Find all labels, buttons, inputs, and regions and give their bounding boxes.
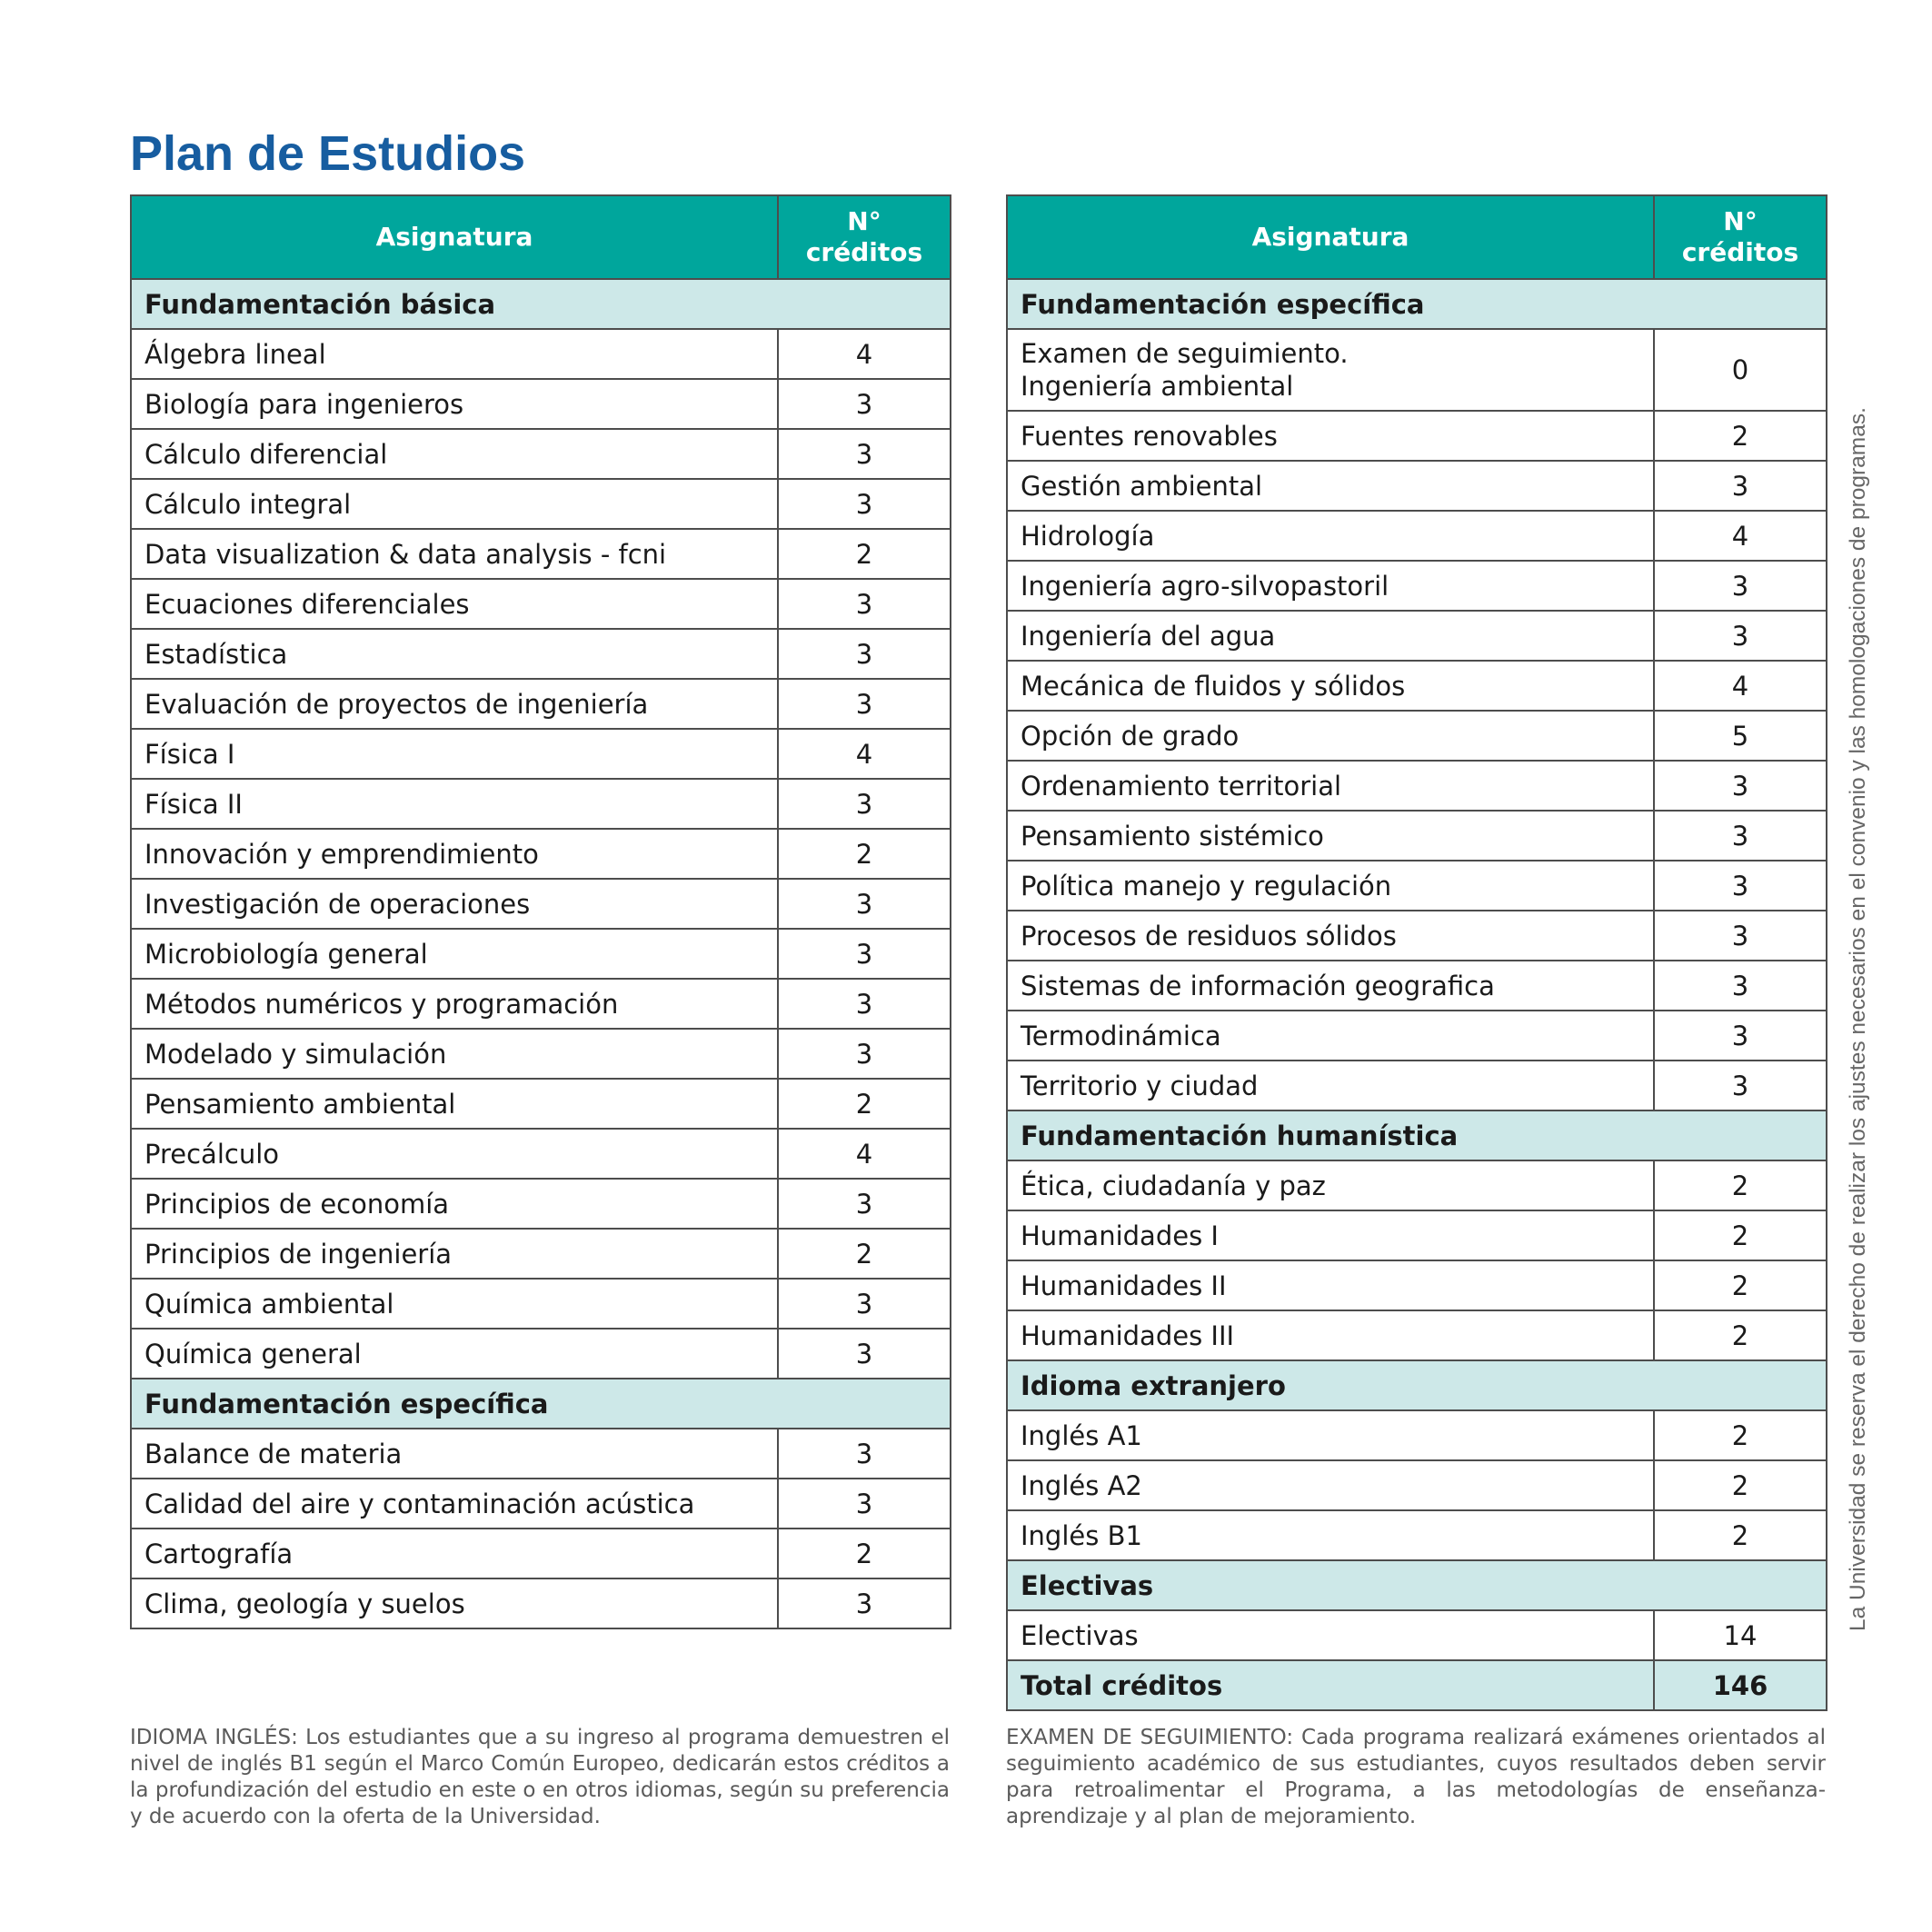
table-row [131, 679, 951, 729]
section-title: Fundamentación específica [131, 1379, 951, 1429]
section-title: Fundamentación específica [1007, 279, 1827, 329]
table-row [131, 479, 951, 529]
credits-value: 3 [778, 429, 951, 479]
credits-value: 3 [778, 979, 951, 1029]
credits-value: 3 [1654, 961, 1827, 1011]
subject-name: Química general [131, 1329, 778, 1379]
table-row [1007, 1410, 1827, 1460]
table-row [1007, 711, 1827, 761]
table-row [1007, 861, 1827, 911]
credits-value: 2 [1654, 1510, 1827, 1560]
table-row [1007, 1310, 1827, 1360]
subject-name: Humanidades II [1007, 1260, 1654, 1310]
subject-name [1007, 329, 1654, 411]
credits-value: 3 [778, 379, 951, 429]
credits-value: 14 [1654, 1610, 1827, 1660]
table-row [1007, 1610, 1827, 1660]
subject-column-header: Asignatura [1007, 195, 1654, 279]
subject-name: Clima, geología y suelos [131, 1578, 778, 1628]
subject-name-line2: Ingeniería ambiental [1021, 371, 1294, 402]
credits-value: 3 [778, 629, 951, 679]
section-row [1007, 1110, 1827, 1160]
section-title: Fundamentación humanística [1007, 1110, 1827, 1160]
subject-name: Mecánica de fluidos y sólidos [1007, 661, 1654, 711]
credits-value: 3 [778, 1479, 951, 1529]
subject-name: Química ambiental [131, 1279, 778, 1329]
subject-name: Innovación y emprendimiento [131, 829, 778, 879]
table-row [131, 1179, 951, 1229]
subject-name: Ordenamiento territorial [1007, 761, 1654, 811]
subject-name: Métodos numéricos y programación [131, 979, 778, 1029]
table-row [1007, 1061, 1827, 1110]
subject-name: Física I [131, 729, 778, 779]
table-row [1007, 1460, 1827, 1510]
credits-value: 2 [778, 1079, 951, 1129]
subject-name: Data visualization & data analysis - fcni [131, 529, 778, 579]
subject-name: Cálculo diferencial [131, 429, 778, 479]
subject-name: Hidrología [1007, 511, 1654, 561]
credits-value: 2 [1654, 1410, 1827, 1460]
table-row [1007, 761, 1827, 811]
subject-name: Fuentes renovables [1007, 411, 1654, 461]
credits-value: 3 [1654, 861, 1827, 911]
table-row [131, 1329, 951, 1379]
credits-value: 2 [778, 1229, 951, 1279]
table-row [1007, 1160, 1827, 1210]
total-label: Total créditos [1007, 1660, 1654, 1710]
section-row [131, 1379, 951, 1429]
subject-name: Álgebra lineal [131, 329, 778, 379]
table-row [131, 879, 951, 929]
table-row [1007, 461, 1827, 511]
credits-value: 3 [1654, 761, 1827, 811]
credits-value: 3 [1654, 561, 1827, 611]
credits-value: 4 [778, 729, 951, 779]
subject-name: Humanidades I [1007, 1210, 1654, 1260]
table-row [1007, 811, 1827, 861]
credits-header-line2: créditos [1681, 237, 1799, 267]
credits-value: 3 [1654, 611, 1827, 661]
total-row [1007, 1660, 1827, 1710]
table-row [1007, 1210, 1827, 1260]
subject-name: Balance de materia [131, 1429, 778, 1479]
table-row [131, 529, 951, 579]
curriculum-table-left [130, 194, 951, 1629]
subject-name-line1: Examen de seguimiento. [1021, 338, 1349, 369]
table-row [1007, 1260, 1827, 1310]
table-row [131, 1079, 951, 1129]
credits-value: 3 [1654, 1061, 1827, 1110]
subject-name: Ecuaciones diferenciales [131, 579, 778, 629]
subject-name: Electivas [1007, 1610, 1654, 1660]
subject-name: Territorio y ciudad [1007, 1061, 1654, 1110]
table-header-row [1007, 195, 1827, 279]
section-title: Idioma extranjero [1007, 1360, 1827, 1410]
credits-value: 3 [778, 1029, 951, 1079]
table-row [1007, 661, 1827, 711]
subject-name: Humanidades III [1007, 1310, 1654, 1360]
credits-value: 3 [778, 479, 951, 529]
footnote-english-language: IDIOMA INGLÉS: Los estudiantes que a su ingreso al programa demuestren el nivel de inglés B1 según el Marco Común Europeo, dedicarán estos créditos a la profundización del estudio en este o en otros idiomas, según su preferencia y de acuerdo con la oferta de la Universidad. [130, 1726, 950, 1828]
table-row [131, 1029, 951, 1079]
credits-header-line2: créditos [805, 237, 923, 267]
table-row [131, 1229, 951, 1279]
subject-name: Procesos de residuos sólidos [1007, 911, 1654, 961]
credits-value: 3 [778, 1429, 951, 1479]
table-row [131, 1529, 951, 1578]
credits-value: 3 [778, 1578, 951, 1628]
table-row [1007, 511, 1827, 561]
table-row [131, 1479, 951, 1529]
table-row [131, 1429, 951, 1479]
subject-name: Microbiología general [131, 929, 778, 979]
credits-value: 2 [778, 1529, 951, 1578]
credits-value: 3 [1654, 461, 1827, 511]
table-row [131, 1578, 951, 1628]
subject-name: Pensamiento ambiental [131, 1079, 778, 1129]
table-row [131, 1129, 951, 1179]
subject-name: Ingeniería del agua [1007, 611, 1654, 661]
section-row [131, 279, 951, 329]
table-row [131, 979, 951, 1029]
subject-name: Pensamiento sistémico [1007, 811, 1654, 861]
subject-name: Termodinámica [1007, 1011, 1654, 1061]
subject-name: Opción de grado [1007, 711, 1654, 761]
subject-column-header: Asignatura [131, 195, 778, 279]
table-row [131, 379, 951, 429]
credits-value: 2 [1654, 1260, 1827, 1310]
credits-value: 3 [778, 679, 951, 729]
vertical-disclaimer: La Universidad se reserva el derecho de realizar los ajustes necesarios en el convenio y las homologaciones de programas. [1846, 407, 1870, 1631]
subject-name: Modelado y simulación [131, 1029, 778, 1079]
table-row [1007, 961, 1827, 1011]
subject-name: Cálculo integral [131, 479, 778, 529]
credits-value: 3 [1654, 811, 1827, 861]
table-row [131, 579, 951, 629]
credits-value: 3 [778, 879, 951, 929]
credits-value: 4 [778, 329, 951, 379]
table-row [1007, 911, 1827, 961]
table-row [131, 779, 951, 829]
section-row [1007, 279, 1827, 329]
subject-name: Inglés A2 [1007, 1460, 1654, 1510]
table-row [1007, 329, 1827, 411]
table-row [131, 1279, 951, 1329]
subject-name: Estadística [131, 629, 778, 679]
section-title: Fundamentación básica [131, 279, 951, 329]
section-title: Electivas [1007, 1560, 1827, 1610]
subject-name: Calidad del aire y contaminación acústica [131, 1479, 778, 1529]
section-row [1007, 1360, 1827, 1410]
subject-name: Inglés B1 [1007, 1510, 1654, 1560]
table-row [1007, 611, 1827, 661]
credits-value: 3 [778, 1329, 951, 1379]
subject-name: Precálculo [131, 1129, 778, 1179]
subject-name: Ingeniería agro-silvopastoril [1007, 561, 1654, 611]
footnote-follow-up-exam: EXAMEN DE SEGUIMIENTO: Cada programa realizará exámenes orientados al seguimiento académico de sus estudiantes, cuyos resultados deben servir para retroalimentar el Programa, a las metodologías de enseñanza-aprendizaje y al plan de mejoramiento. [1006, 1726, 1826, 1828]
credits-value: 3 [778, 929, 951, 979]
table-row [131, 929, 951, 979]
credits-value: 3 [778, 1279, 951, 1329]
table-row [1007, 561, 1827, 611]
credits-header-line1: N° [1723, 206, 1758, 236]
credits-value: 2 [1654, 1310, 1827, 1360]
table-row [1007, 1510, 1827, 1560]
credits-value: 2 [778, 529, 951, 579]
table-row [131, 329, 951, 379]
subject-name: Sistemas de información geografica [1007, 961, 1654, 1011]
subject-name: Principios de economía [131, 1179, 778, 1229]
credits-value: 2 [1654, 1160, 1827, 1210]
total-credits: 146 [1654, 1660, 1827, 1710]
curriculum-table-right [1006, 194, 1827, 1711]
credits-value: 5 [1654, 711, 1827, 761]
page-title: Plan de Estudios [130, 126, 526, 181]
credits-header-line1: N° [847, 206, 881, 236]
table-row [131, 629, 951, 679]
subject-name: Física II [131, 779, 778, 829]
subject-name: Política manejo y regulación [1007, 861, 1654, 911]
subject-name: Cartografía [131, 1529, 778, 1578]
table-row [131, 829, 951, 879]
subject-name: Inglés A1 [1007, 1410, 1654, 1460]
credits-value: 3 [778, 579, 951, 629]
credits-value: 0 [1654, 329, 1827, 411]
subject-name: Evaluación de proyectos de ingeniería [131, 679, 778, 729]
credits-value: 4 [778, 1129, 951, 1179]
table-header-row [131, 195, 951, 279]
credits-value: 2 [1654, 411, 1827, 461]
table-row [1007, 1011, 1827, 1061]
credits-value: 3 [778, 1179, 951, 1229]
credits-value: 4 [1654, 661, 1827, 711]
credits-value: 2 [1654, 1210, 1827, 1260]
credits-value: 3 [778, 779, 951, 829]
section-row [1007, 1560, 1827, 1610]
credits-value: 3 [1654, 1011, 1827, 1061]
credits-value: 2 [1654, 1460, 1827, 1510]
subject-name: Biología para ingenieros [131, 379, 778, 429]
table-row [131, 429, 951, 479]
credits-column-header [778, 195, 951, 279]
subject-name: Principios de ingeniería [131, 1229, 778, 1279]
subject-name: Ética, ciudadanía y paz [1007, 1160, 1654, 1210]
subject-name: Investigación de operaciones [131, 879, 778, 929]
subject-name: Gestión ambiental [1007, 461, 1654, 511]
table-row [131, 729, 951, 779]
credits-value: 4 [1654, 511, 1827, 561]
credits-value: 3 [1654, 911, 1827, 961]
table-row [1007, 411, 1827, 461]
credits-column-header [1654, 195, 1827, 279]
credits-value: 2 [778, 829, 951, 879]
